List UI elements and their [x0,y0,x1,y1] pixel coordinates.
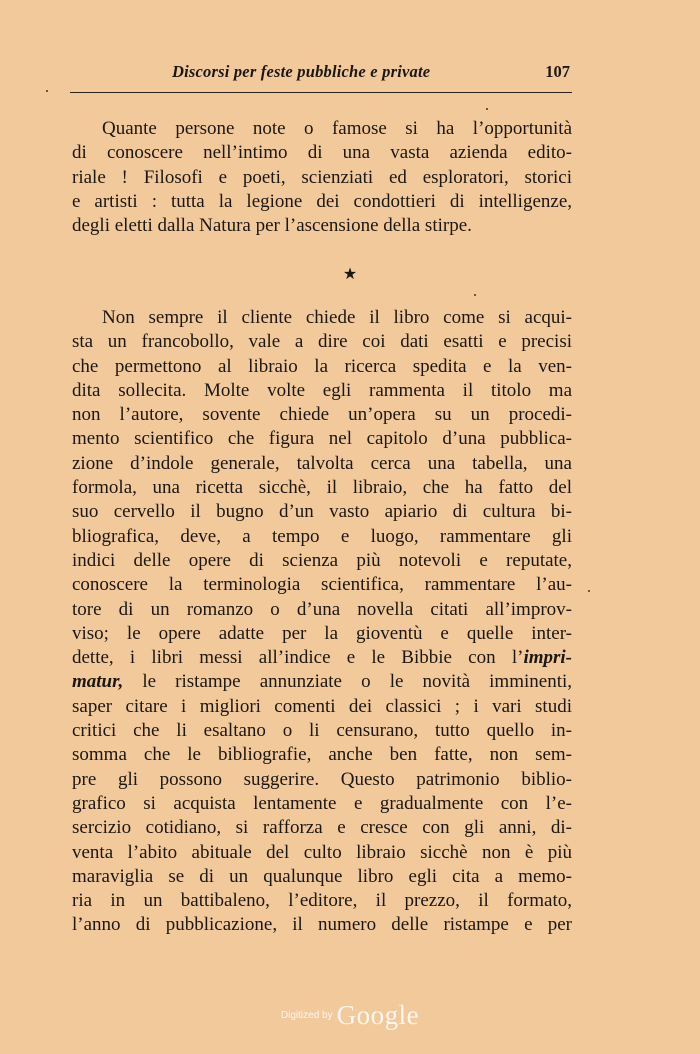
text-line: Quante persone note o famose si ha l’opportunità [102,118,572,139]
text-line: e artisti : tutta la legione dei condottieri di intelligenze, [72,190,572,212]
google-logo: Google [336,1000,420,1030]
text-line: venta l’abito abituale del culto libraio sicchè non è più [72,841,572,863]
section-separator-star: ★ [342,266,358,283]
text-line: critici che li esaltano o li censurano, tutto quello in- [72,720,572,742]
watermark-prefix: Digitized by [280,1010,333,1021]
text-line: zione d’indole generale, talvolta cerca una tabella, una [72,452,572,474]
text-line: tore di un romanzo o d’una novella citati all’improv- [72,598,572,620]
paper-speck [474,294,476,296]
italic-term: impri- [523,647,572,669]
paper-speck [46,90,48,92]
text-line: bliografica, deve, a tempo e luogo, rammentare gli [72,525,572,547]
running-header [70,62,572,86]
text-line: Non sempre il cliente chiede il libro come si acqui- [102,307,572,328]
text-line: saper citare i migliori comenti dei classici ; i vari studi [72,695,572,717]
text-line: suo cervello il bugno d’un vasto apiario di cultura bi- [72,501,572,523]
text-line: conoscere la terminologia scientifica, rammentare l’au- [72,574,572,596]
text-line: pre gli possono suggerire. Questo patrimonio biblio- [72,768,572,790]
text-line: ria in un battibaleno, l’editore, il prezzo, il formato, [72,890,572,912]
text-line: non l’autore, sovente chiede un’opera su un procedi- [72,404,572,426]
header-rule [70,92,572,93]
text-segment: dette, i libri messi all’indice e le Bibbie con l’ [72,647,524,669]
text-line-with-italic [72,646,572,670]
paper-speck [588,590,590,592]
text-line: l’anno di pubblicazione, il numero delle ristampe e per [72,914,572,936]
paragraph-2 [72,306,572,938]
text-line: somma che le bibliografie, anche ben fatte, non sem- [72,744,572,766]
text-line: degli eletti dalla Natura per l’ascensione della stirpe. [72,215,472,237]
text-line: grafico si acquista lentamente e gradualmente con l’e- [72,792,572,814]
running-title: Discorsi per feste pubbliche e private [172,62,431,81]
text-line: sta un francobollo, vale a dire coi dati esatti e precisi [72,331,572,353]
text-line: che permettono al libraio la ricerca spedita e la ven- [72,355,572,377]
text-line: di conoscere nell’intimo di una vasta azienda edito- [72,142,572,164]
page-number: 107 [545,62,570,81]
text-line: dita sollecita. Molte volte egli rammenta il titolo ma [72,379,572,401]
paragraph-1 [72,117,572,238]
text-line: formola, una ricetta sicchè, il libraio, che ha fatto del [72,477,572,499]
text-line: mento scientifico che figura nel capitolo d’una pubblica- [72,428,572,450]
text-line: viso; le opere adatte per la gioventù e quelle inter- [72,622,572,644]
digitized-by-google-watermark [0,1000,700,1031]
text-line: maraviglia se di un qualunque libro egli cita a memo- [72,865,572,887]
text-segment: le ristampe annunziate o le novità imminenti, [123,671,572,693]
text-line: indici delle opere di scienza più notevoli e reputate, [72,549,572,571]
italic-term: matur, [72,671,124,693]
text-line: sercizio cotidiano, si rafforza e cresce con gli anni, di- [72,817,572,839]
text-line: riale ! Filosofi e poeti, scienziati ed esploratori, storici [72,166,572,188]
text-line-with-italic [72,670,572,694]
paper-speck [486,108,488,110]
